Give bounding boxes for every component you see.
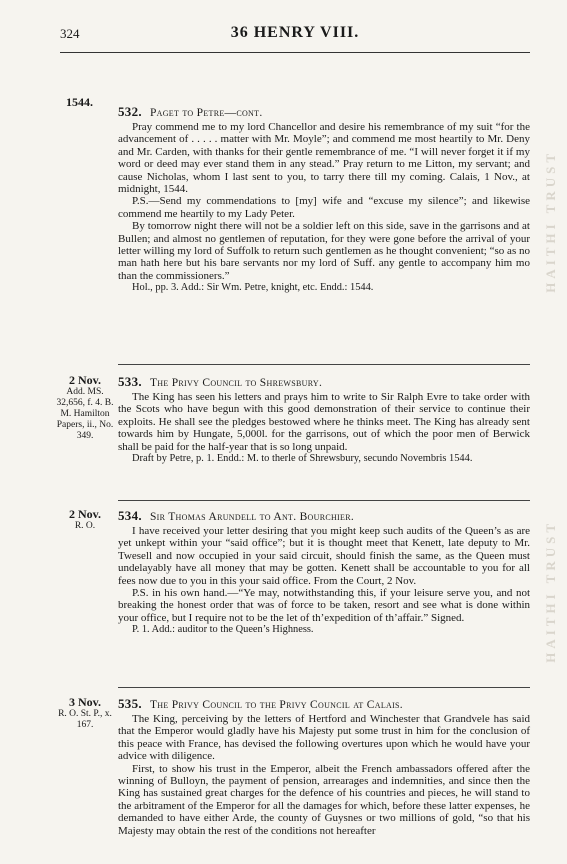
entry-534	[118, 508, 530, 636]
margin-note-534	[56, 509, 114, 532]
paragraph: First, to show his trust in the Emperor, albeit the French ambassadors offered after the winning of Bulloyn, the payment of pension, arrearages and indemnities, and since then the King has sustained great charges for the defence of his countries and pieces, he will stand to the arbitrament of the Emperor for all the damages for which, before these latter expenses, he demanded to have either Arde, the county of Guysnes or two millions of gold, “so that his Majesty may obtain the rest of the conditions not hereafter	[118, 762, 530, 837]
entry-title: Sir Thomas Arundell to Ant. Bourchier.	[149, 511, 354, 523]
entry-535	[118, 696, 530, 837]
paragraph: The King has seen his letters and prays him to write to Sir Ralph Evre to take order with the Scots who have begun with this good demonstration of their service to continue their exploits. He shall see the pledges bestowed where he thinks meet. The King has already sent towards him by Hungate, 5,000l. for the garrisons, out of which the poor men of Berwick shall be paid for the half-year that is so long unpaid.	[118, 391, 530, 453]
separator-rule	[118, 364, 530, 365]
entry-heading	[118, 374, 530, 391]
margin-date: 2 Nov.	[68, 507, 101, 521]
page-number: 324	[60, 26, 80, 41]
margin-note-533	[56, 375, 114, 442]
year-label: 1544.	[66, 95, 93, 109]
entry-heading	[118, 104, 530, 121]
entry-number: 535.	[118, 696, 142, 711]
running-title: 36 HENRY VIII.	[230, 24, 360, 41]
entry-number: 532.	[118, 104, 142, 119]
margin-reference: Add. MS. 32,656, f. 4. B. M. Hamilton Papers, ii., No. 349.	[56, 387, 114, 441]
entry-number: 534.	[118, 508, 142, 523]
paragraph: I have received your letter desiring that you might keep such audits of the Queen’s as are yet unkept within your “said office”; but it is thought meet that Kenett, late deputy to Mr. Twesell and now occupied in your said circuit, should finish the same, as the Queen must undelayably have all money that may be gotten. Kenett shall be accountable to you for all fees now due to you in this your said office. From the Court, 2 Nov.	[118, 525, 530, 587]
entry-title: Paget to Petre—cont.	[149, 107, 263, 119]
paragraph: The King, perceiving by the letters of Hertford and Winchester that Grandvele has said that the Emperor would gladly have his Majesty put some trust in him for the conclusion of this peace with France, has devised the following overtures upon which he would have your advice with diligence.	[118, 713, 530, 763]
separator-rule	[118, 500, 530, 501]
paragraph: P.S.—Send my commendations to [my] wife and “excuse my silence”; and likewise commend me heartily to my Lady Peter.	[118, 195, 530, 220]
header-rule	[60, 52, 530, 53]
separator-rule	[118, 687, 530, 688]
paragraph: P.S. in his own hand.—“Ye may, notwithstanding this, if your leisure serve you, and not breaking the honest order that was of force to be taken, resort and see what is done within your office, but I require not to be the let of th’expedition of th’affair.” Signed.	[118, 587, 530, 624]
entry-532	[118, 104, 530, 294]
margin-date: 2 Nov.	[68, 373, 101, 387]
margin-note-535	[56, 697, 114, 731]
watermark: HAITHI TRUST	[543, 520, 558, 663]
entry-heading	[118, 508, 530, 525]
margin-reference: R. O.	[74, 521, 96, 531]
entry-title: The Privy Council to the Privy Council at Calais.	[149, 699, 403, 711]
entry-note: Hol., pp. 3. Add.: Sir Wm. Petre, knight, etc. Endd.: 1544.	[132, 282, 374, 294]
margin-reference: R. O. St. P., x. 167.	[58, 709, 112, 730]
entry-533	[118, 374, 530, 465]
paragraph: By tomorrow night there will not be a soldier left on this side, save in the garrisons and at Bullen; and almost no gentlemen of reputation, for they were gone before the arrival of your letter willing my lord of Suffolk to return such gentlemen as he thought convenient; “so as no man hath here but his bare servants nor my lord of Suff. any gentle to accompany him mo than the commissioners.”	[118, 220, 530, 282]
watermark: HAITHI TRUST	[543, 150, 558, 293]
page-header	[60, 26, 530, 46]
entry-heading	[118, 696, 530, 713]
margin-date: 3 Nov.	[68, 695, 101, 709]
entry-number: 533.	[118, 374, 142, 389]
paragraph: Pray commend me to my lord Chancellor and desire his remembrance of my suit “for the advancement of . . . . . matter with Mr. Moyle”; and commend me most heartily to Mr. Deny and Mr. Carden, with thanks for their gentle remembrance of me. “I will never forget it if my word or deed may ever stand them in any stead.” Pray return to me Litton, my servant; and cause Nicholas, whom I last sent to you, to tarry there till my coming. Calais, 1 Nov., at midnight, 1544.	[118, 121, 530, 196]
entry-note: P. 1. Add.: auditor to the Queen’s Highness.	[132, 624, 314, 636]
entry-note: Draft by Petre, p. 1. Endd.: M. to therle of Shrewsbury, secundo Novembris 1544.	[132, 453, 473, 465]
entry-title: The Privy Council to Shrewsbury.	[149, 377, 323, 389]
